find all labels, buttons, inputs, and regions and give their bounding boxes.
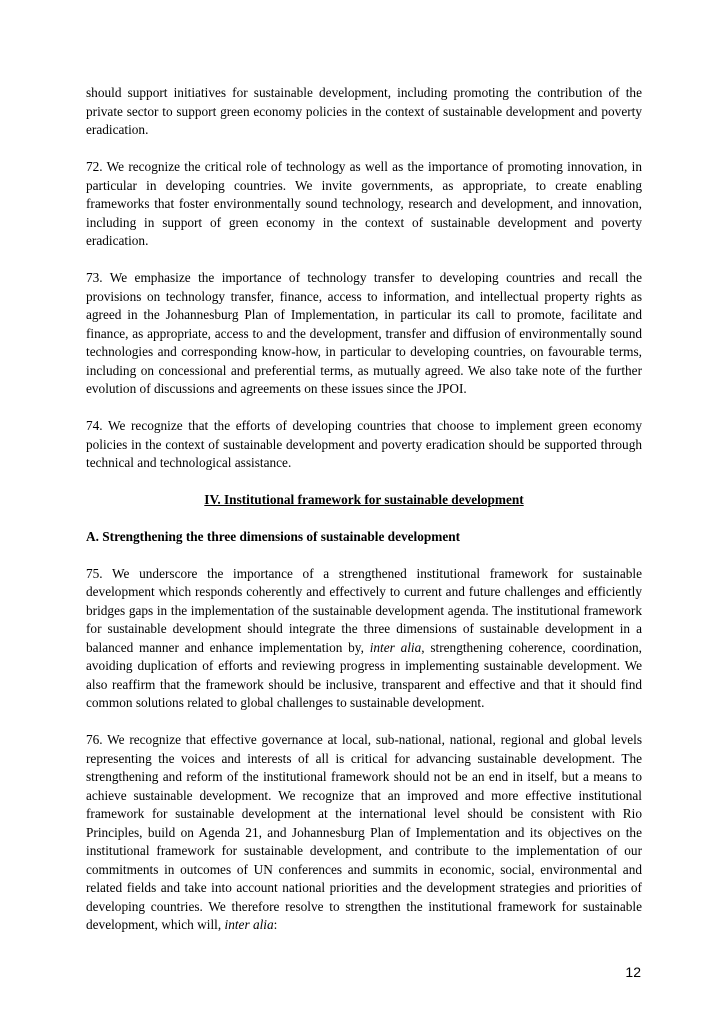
- paragraph-74: 74. We recognize that the efforts of developing countries that choose to implement green economy policies in the context of sustainable development and poverty eradication should be supported through technical and technological assistance.: [86, 418, 642, 470]
- paragraph-75: [86, 565, 642, 713]
- paragraph-76: [86, 731, 642, 935]
- paragraph-75-text-b: , strengthening coherence, coordination, avoiding duplication of efforts and reviewing progress in implementing sustainable development. We also reaffirm that the framework should be inclusive, transparent and effective and that it should find common solutions related to global challenges to sustainable development.: [86, 639, 642, 710]
- page-number: 12: [625, 964, 641, 980]
- paragraph-76-text-a: 76. We recognize that effective governance at local, sub-national, national, regional and global levels representing the voices and interests of all is critical for advancing sustainable development. The strengthening and reform of the institutional framework should not be an end in itself, but a means to achieve sustainable development. We recognize that an improved and more effective institutional framework for sustainable development at the international level should be consistent with Rio Principles, build on Agenda 21, and Johannesburg Plan of Implementation and its objectives on the institutional framework for sustainable development, and contribute to the implementation of our commitments in outcomes of UN conferences and summits in economic, social, environmental and related fields and take into account national priorities and the development strategies and priorities of developing countries. We therefore resolve to strengthen the institutional framework for sustainable development, which will,: [86, 732, 642, 932]
- paragraph-76-italic: inter alia: [224, 917, 274, 932]
- paragraph-75-text-a: 75. We underscore the importance of a strengthened institutional framework for sustainable development which responds coherently and effectively to current and future challenges and efficiently bridges gaps in the implementation of the sustainable development agenda. The institutional framework for sustainable development should integrate the three dimensions of sustainable development in a balanced manner and enhance implementation by,: [86, 565, 642, 655]
- paragraph-73: 73. We emphasize the importance of technology transfer to developing countries and recall the provisions on technology transfer, finance, access to information, and intellectual property rights as agreed in the Johannesburg Plan of Implementation, in particular its call to promote, facilitate and finance, as appropriate, access to and the development, transfer and diffusion of environmentally sound technologies and corresponding know-how, in particular to developing countries, on favourable terms, including on concessional and preferential terms, as mutually agreed. We also take note of the further evolution of discussions and agreements on these issues since the JPOI.: [86, 270, 642, 396]
- section-heading-iv: IV. Institutional framework for sustainable development: [204, 492, 524, 507]
- paragraph-72: 72. We recognize the critical role of technology as well as the importance of promoting innovation, in particular in developing countries. We invite governments, as appropriate, to create enabling frameworks that foster environmentally sound technology, research and development, and innovation, including in support of green economy in the context of sustainable development and poverty eradication.: [86, 159, 642, 248]
- paragraph-continuation: should support initiatives for sustainable development, including promoting the contribution of the private sector to support green economy policies in the context of sustainable development and poverty eradication.: [86, 85, 642, 137]
- subsection-heading-a: A. Strengthening the three dimensions of sustainable development: [86, 528, 461, 544]
- paragraph-75-italic: inter alia: [369, 639, 422, 655]
- paragraph-76-text-b: :: [273, 917, 278, 932]
- document-page: [86, 84, 642, 953]
